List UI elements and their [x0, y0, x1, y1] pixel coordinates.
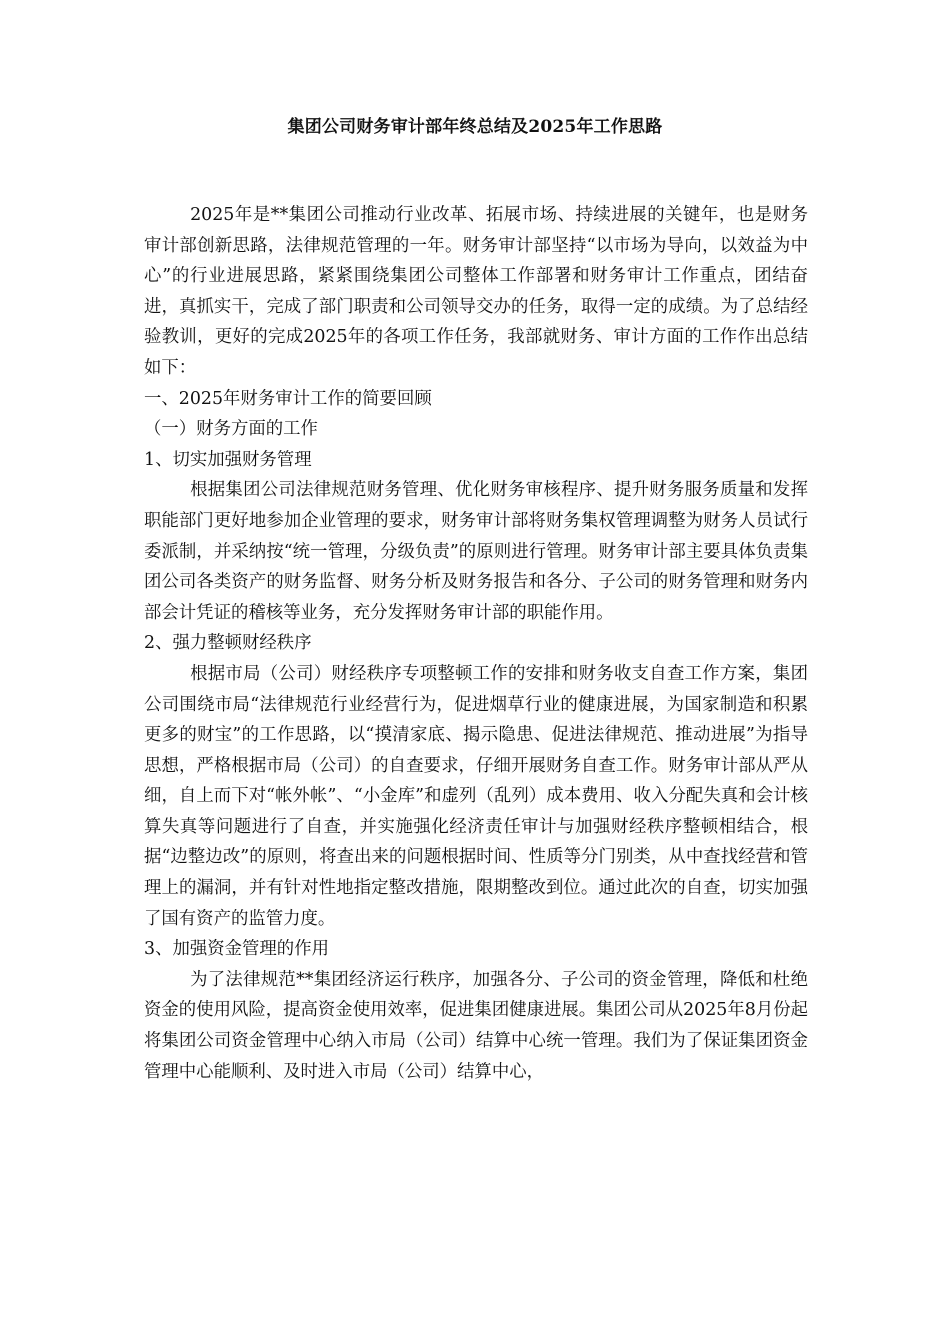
paragraph-body: 为了法律规范**集团经济运行秩序，加强各分、子公司的资金管理，降低和杜绝资金的使用风险，提高资金使用效率，促进集团健康进展。集团公司从2025年8月份起将集团公司资金管理中心纳入市局（公司）结算中心统一管理。我们为了保证集团资金管理中心能顺利、及时进入市局（公司）结算中心， [144, 969, 808, 1082]
document-title: 集团公司财务审计部年终总结及2025年工作思路 [287, 117, 663, 137]
subsection-heading: （一）财务方面的工作 [144, 419, 318, 440]
section-heading: 一、2025年财务审计工作的简要回顾 [144, 388, 432, 409]
paragraph-body: 根据市局（公司）财经秩序专项整顿工作的安排和财务收支自查工作方案，集团公司围绕市局“法律规范行业经营行为，促进烟草行业的健康进展，为国家制造和积累更多的财宝”的工作思路，以“摸清家底、揭示隐患、促进法律规范、推动进展”为指导思想，严格根据市局（公司）的自查要求，仔细开展财务自查工作。财务审计部从严从细，自上而下对“帐外帐”、“小金库”和虚列（乱列）成本费用、收入分配失真和会计核算失真等问题进行了自查，并实施强化经济责任审计与加强财经秩序整顿相结合，根据“边整边改”的原则，将查出来的问题根据时间、性质等分门别类，从中查找经营和管理上的漏洞，并有针对性地指定整改措施，限期整改到位。通过此次的自查，切实加强了国有资产的监管力度。 [144, 663, 808, 929]
paragraph-intro: 2025年是**集团公司推动行业改革、拓展市场、持续进展的关键年，也是财务审计部创新思路，法律规范管理的一年。财务审计部坚持“以市场为导向，以效益为中心”的行业进展思路，紧紧围绕集团公司整体工作部署和财务审计工作重点，团结奋进，真抓实干，完成了部门职责和公司领导交办的任务，取得一定的成绩。为了总结经验教训，更好的完成2025年的各项工作任务，我部就财务、审计方面的工作作出总结如下： [144, 205, 808, 378]
item-heading: 1、切实加强财务管理 [144, 449, 312, 470]
item-heading: 3、加强资金管理的作用 [144, 939, 329, 960]
paragraph-body: 根据集团公司法律规范财务管理、优化财务审核程序、提升财务服务质量和发挥职能部门更好地参加企业管理的要求，财务审计部将财务集权管理调整为财务人员试行委派制，并采纳按“统一管理，分级负责”的原则进行管理。财务审计部主要具体负责集团公司各类资产的财务监督、财务分析及财务报告和各分、子公司的财务管理和财务内部会计凭证的稽核等业务，充分发挥财务审计部的职能作用。 [144, 480, 808, 623]
item-heading: 2、强力整顿财经秩序 [144, 633, 312, 654]
document-body [144, 200, 808, 1087]
